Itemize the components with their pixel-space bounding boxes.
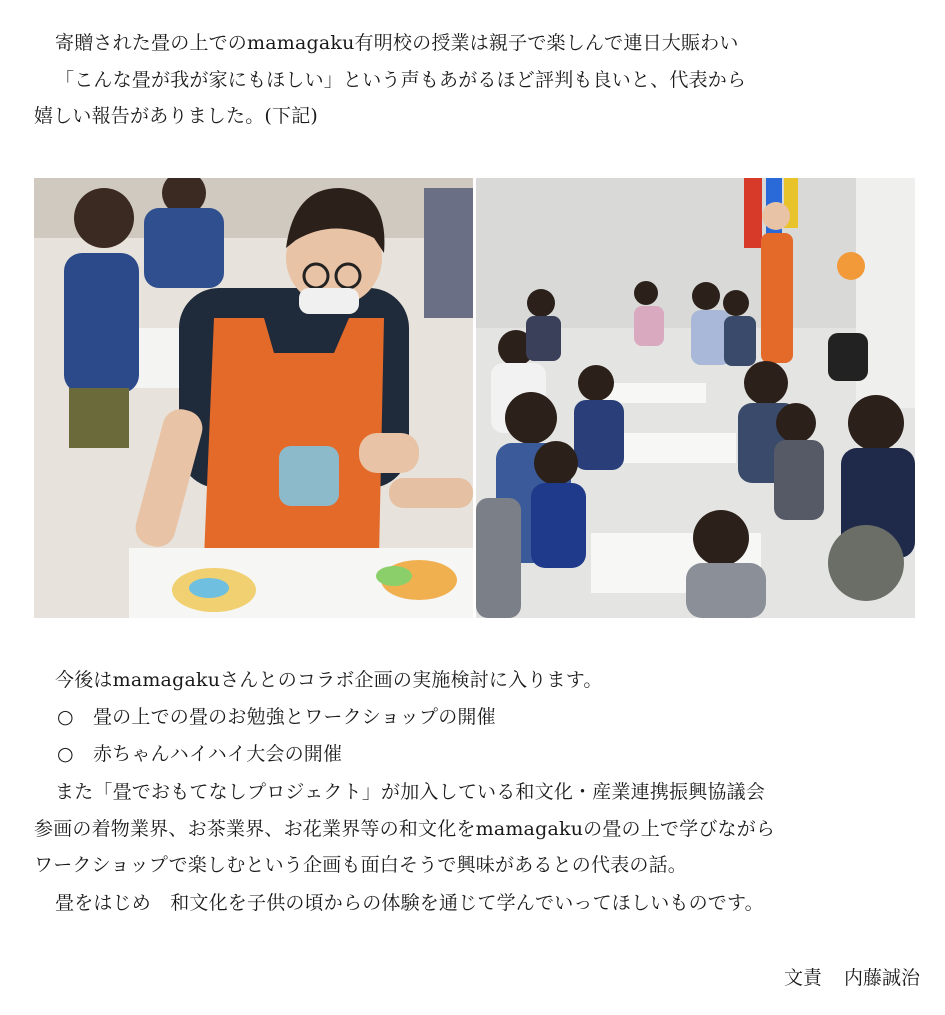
intro-line-2: 「こんな畳が我が家にもほしい」という声もあがるほど評判も良いと、代表から [55,69,747,91]
para-line-1: また「畳でおもてなしプロジェクト」が加入している和文化・産業連携振興協議会 [55,781,766,803]
plan-item-2: ○ 赤ちゃんハイハイ大会の開催 [57,743,343,765]
plan-item-1: ○ 畳の上での畳のお勉強とワークショップの開催 [57,706,496,728]
credit-label: 文責 [783,967,822,989]
closing-line: 畳をはじめ 和文化を子供の頃からの体験を通じて学んでいってほしいものです。 [55,892,764,914]
author-credit [784,966,920,990]
para-line-2: 参画の着物業界、お茶業界、お花業界等の和文化をmamagakuの畳の上で学びながら [34,818,776,840]
intro-line-3: 嬉しい報告がありました。(下記) [34,105,319,127]
photo-classroom-parents-children [476,178,915,618]
intro-line-1: 寄贈された畳の上でのmamagaku有明校の授業は親子で楽しんで連日大賑わい [55,32,739,54]
plan-intro: 今後はmamagakuさんとのコラボ企画の実施検討に入ります。 [55,669,603,691]
para-line-3: ワークショップで楽しむという企画も面白そうで興味があるとの代表の話。 [34,854,687,876]
photo-workshop-teacher-closeup [34,178,473,618]
credit-author: 内藤誠治 [843,967,920,989]
